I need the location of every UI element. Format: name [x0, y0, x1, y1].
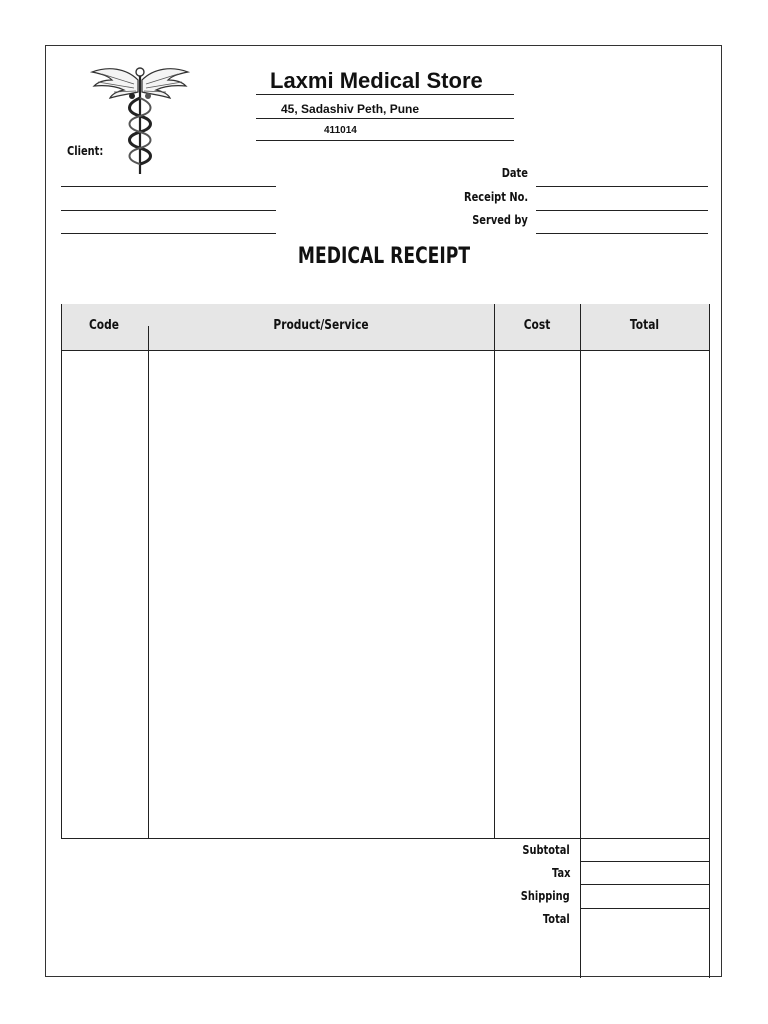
client-line-1[interactable]: [61, 186, 276, 187]
client-line-2[interactable]: [61, 210, 276, 211]
shipping-label: Shipping: [521, 889, 570, 903]
date-label: Date: [501, 166, 528, 180]
subtotal-label: Subtotal: [522, 843, 570, 857]
col-product-header: Product/Service: [273, 318, 369, 333]
store-pincode: 411014: [324, 125, 357, 136]
tax-label: Tax: [551, 866, 570, 880]
date-field[interactable]: [536, 186, 708, 187]
total-field[interactable]: [581, 909, 708, 977]
col-code-header: Code: [88, 318, 120, 333]
client-label: Client:: [67, 144, 104, 158]
receipt-sheet: [45, 45, 722, 977]
total-label: Total: [543, 912, 570, 926]
served-by-label: Served by: [472, 213, 528, 227]
address-underline: [256, 118, 514, 119]
store-name: Laxmi Medical Store: [270, 68, 483, 93]
subtotal-field[interactable]: [581, 839, 708, 861]
store-name-underline: [256, 94, 514, 95]
col-cost-header: Cost: [523, 318, 551, 333]
receipt-title: MEDICAL RECEIPT: [297, 244, 471, 269]
receipt-no-label: Receipt No.: [463, 190, 528, 204]
caduceus-icon: [88, 58, 192, 178]
store-address: 45, Sadashiv Peth, Pune: [281, 102, 420, 116]
served-by-field[interactable]: [536, 233, 708, 234]
pincode-underline: [256, 140, 514, 141]
client-line-3[interactable]: [61, 233, 276, 234]
table-right-border: [709, 304, 710, 978]
tax-field[interactable]: [581, 862, 708, 884]
col-total-header: Total: [629, 318, 660, 333]
shipping-field[interactable]: [581, 885, 708, 908]
table-body[interactable]: [62, 351, 708, 837]
receipt-no-field[interactable]: [536, 210, 708, 211]
